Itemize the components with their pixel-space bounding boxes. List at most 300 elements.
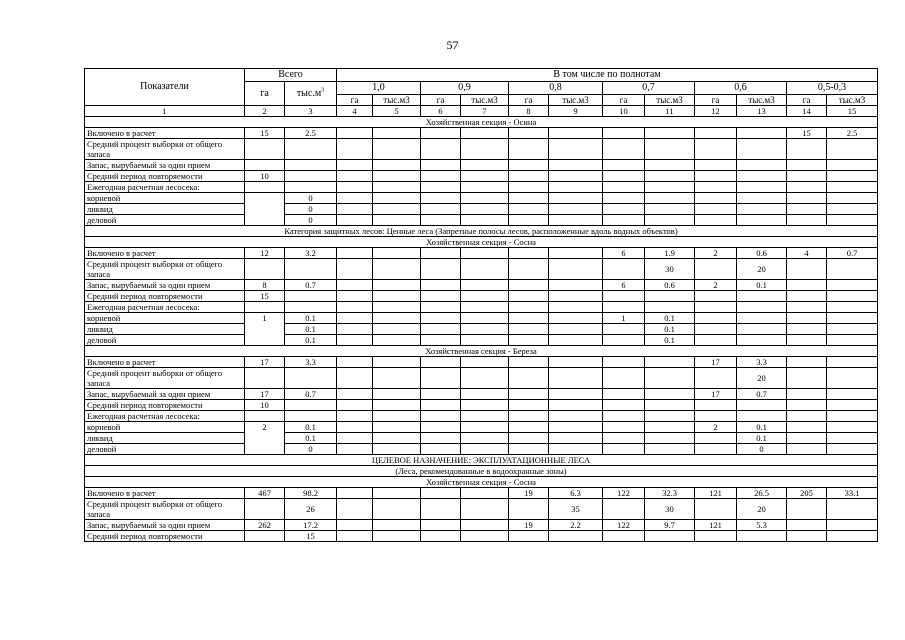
row-label: Средний период повторяемости bbox=[85, 400, 245, 411]
value-cell bbox=[337, 204, 373, 215]
value-cell bbox=[549, 400, 603, 411]
value-cell bbox=[549, 204, 603, 215]
value-cell bbox=[461, 280, 509, 291]
value-cell bbox=[603, 433, 645, 444]
value-cell bbox=[421, 324, 461, 335]
value-cell bbox=[787, 499, 827, 520]
value-cell bbox=[695, 291, 737, 302]
value-cell: 0.1 bbox=[737, 433, 787, 444]
value-cell bbox=[787, 291, 827, 302]
value-cell bbox=[373, 433, 421, 444]
value-cell bbox=[337, 368, 373, 389]
value-cell bbox=[285, 139, 337, 160]
table-row bbox=[85, 368, 878, 389]
value-cell bbox=[787, 313, 827, 324]
row-label: деловой bbox=[85, 444, 245, 455]
value-cell bbox=[737, 128, 787, 139]
value-cell bbox=[337, 324, 373, 335]
value-cell bbox=[509, 139, 549, 160]
table-row bbox=[85, 488, 878, 499]
table-row bbox=[85, 259, 878, 280]
value-cell bbox=[421, 444, 461, 455]
value-cell bbox=[337, 389, 373, 400]
header-m3: тыс.м3 bbox=[645, 95, 695, 106]
value-cell bbox=[461, 139, 509, 160]
value-cell bbox=[695, 433, 737, 444]
table-row bbox=[85, 204, 878, 215]
value-cell: 26 bbox=[285, 499, 337, 520]
value-cell bbox=[603, 444, 645, 455]
value-cell: 30 bbox=[645, 259, 695, 280]
value-cell bbox=[603, 499, 645, 520]
table-row bbox=[85, 160, 878, 171]
value-cell: 0.1 bbox=[645, 335, 695, 346]
column-number: 3 bbox=[285, 106, 337, 117]
value-cell bbox=[787, 520, 827, 531]
value-cell: 20 bbox=[737, 259, 787, 280]
value-cell: 17 bbox=[695, 389, 737, 400]
row-label: деловой bbox=[85, 335, 245, 346]
value-cell bbox=[737, 335, 787, 346]
value-cell bbox=[509, 182, 549, 193]
value-cell bbox=[509, 444, 549, 455]
category-title: Категория защитных лесов: Ценные леса (Запретные полосы лесов, расположенные вдоль водных объектов) bbox=[85, 226, 878, 237]
value-cell: 98.2 bbox=[285, 488, 337, 499]
column-number: 13 bbox=[737, 106, 787, 117]
column-number: 12 bbox=[695, 106, 737, 117]
column-number: 9 bbox=[549, 106, 603, 117]
header-ha: га bbox=[787, 95, 827, 106]
value-cell bbox=[373, 368, 421, 389]
value-cell bbox=[787, 411, 827, 422]
value-cell bbox=[337, 433, 373, 444]
value-cell bbox=[549, 368, 603, 389]
value-cell bbox=[827, 411, 878, 422]
value-cell bbox=[695, 444, 737, 455]
forest-cut-table bbox=[84, 68, 878, 542]
value-cell bbox=[373, 411, 421, 422]
value-cell bbox=[421, 291, 461, 302]
table-row bbox=[85, 324, 878, 335]
value-cell bbox=[737, 139, 787, 160]
table-row bbox=[85, 302, 878, 313]
value-cell bbox=[373, 313, 421, 324]
value-cell bbox=[509, 128, 549, 139]
table-body bbox=[85, 69, 878, 542]
value-cell bbox=[737, 171, 787, 182]
value-cell bbox=[549, 259, 603, 280]
value-cell bbox=[285, 400, 337, 411]
value-cell: 17 bbox=[695, 357, 737, 368]
value-cell bbox=[421, 171, 461, 182]
header-m3: тыс.м3 bbox=[737, 95, 787, 106]
value-cell bbox=[645, 204, 695, 215]
value-cell bbox=[737, 411, 787, 422]
value-cell: 4 bbox=[787, 248, 827, 259]
value-cell bbox=[373, 291, 421, 302]
value-cell bbox=[603, 193, 645, 204]
value-cell bbox=[827, 368, 878, 389]
column-number: 2 bbox=[245, 106, 285, 117]
value-cell bbox=[509, 400, 549, 411]
value-cell bbox=[549, 411, 603, 422]
value-cell bbox=[245, 193, 285, 226]
page-number: 57 bbox=[446, 38, 459, 52]
value-cell bbox=[645, 400, 695, 411]
value-cell bbox=[549, 128, 603, 139]
value-cell bbox=[645, 182, 695, 193]
value-cell bbox=[695, 215, 737, 226]
row-label: Запас, вырубаемый за один прием bbox=[85, 389, 245, 400]
value-cell bbox=[645, 422, 695, 433]
value-cell: 15 bbox=[787, 128, 827, 139]
value-cell bbox=[461, 335, 509, 346]
value-cell bbox=[787, 422, 827, 433]
row-label: ликвид bbox=[85, 204, 245, 215]
row-label: Средний процент выборки от общего запаса bbox=[85, 368, 245, 389]
value-cell bbox=[787, 302, 827, 313]
table-row bbox=[85, 346, 878, 357]
value-cell bbox=[549, 302, 603, 313]
value-cell bbox=[603, 389, 645, 400]
value-cell bbox=[509, 313, 549, 324]
value-cell: 0.7 bbox=[285, 280, 337, 291]
header-density: 0,8 bbox=[509, 82, 603, 95]
value-cell: 19 bbox=[509, 520, 549, 531]
value-cell bbox=[549, 531, 603, 542]
value-cell bbox=[461, 488, 509, 499]
value-cell bbox=[787, 444, 827, 455]
value-cell bbox=[603, 171, 645, 182]
value-cell: 0 bbox=[285, 204, 337, 215]
value-cell bbox=[461, 499, 509, 520]
value-cell: 2.2 bbox=[549, 520, 603, 531]
value-cell bbox=[787, 389, 827, 400]
value-cell: 2 bbox=[695, 280, 737, 291]
header-m3: тыс.м3 bbox=[461, 95, 509, 106]
value-cell bbox=[421, 357, 461, 368]
value-cell: 262 bbox=[245, 520, 285, 531]
value-cell bbox=[603, 291, 645, 302]
value-cell: 1 bbox=[245, 313, 285, 346]
table-row bbox=[85, 237, 878, 248]
value-cell: 10 bbox=[245, 400, 285, 411]
value-cell bbox=[787, 400, 827, 411]
value-cell bbox=[549, 335, 603, 346]
value-cell bbox=[461, 357, 509, 368]
table-row bbox=[85, 280, 878, 291]
table-row bbox=[85, 520, 878, 531]
value-cell bbox=[461, 444, 509, 455]
value-cell bbox=[373, 280, 421, 291]
row-label: Средний процент выборки от общего запаса bbox=[85, 139, 245, 160]
row-label: Включено в расчет bbox=[85, 248, 245, 259]
value-cell bbox=[245, 139, 285, 160]
value-cell: 35 bbox=[549, 499, 603, 520]
value-cell bbox=[509, 499, 549, 520]
value-cell bbox=[373, 259, 421, 280]
value-cell bbox=[373, 128, 421, 139]
value-cell bbox=[373, 182, 421, 193]
value-cell bbox=[337, 171, 373, 182]
value-cell bbox=[509, 215, 549, 226]
value-cell bbox=[421, 389, 461, 400]
header-ha: га bbox=[603, 95, 645, 106]
header-total-m3 bbox=[285, 82, 337, 106]
value-cell bbox=[421, 488, 461, 499]
value-cell bbox=[509, 357, 549, 368]
table-row bbox=[85, 335, 878, 346]
column-number: 11 bbox=[645, 106, 695, 117]
purpose-title: ЦЕЛЕВОЕ НАЗНАЧЕНИЕ: ЭКСПЛУАТАЦИОННЫЕ ЛЕСА bbox=[85, 455, 878, 466]
value-cell: 20 bbox=[737, 499, 787, 520]
row-label: Включено в расчет bbox=[85, 128, 245, 139]
value-cell bbox=[645, 302, 695, 313]
value-cell bbox=[461, 433, 509, 444]
header-m3: тыс.м3 bbox=[827, 95, 878, 106]
value-cell: 33.1 bbox=[827, 488, 878, 499]
section-title: Хозяйственная секция - Осина bbox=[85, 117, 878, 128]
value-cell bbox=[245, 160, 285, 171]
value-cell bbox=[337, 215, 373, 226]
value-cell bbox=[373, 204, 421, 215]
value-cell bbox=[461, 248, 509, 259]
value-cell bbox=[827, 204, 878, 215]
row-label: Средний период повторяемости bbox=[85, 171, 245, 182]
value-cell bbox=[461, 313, 509, 324]
table-row bbox=[85, 171, 878, 182]
value-cell bbox=[461, 400, 509, 411]
value-cell bbox=[337, 488, 373, 499]
header-ha: га bbox=[695, 95, 737, 106]
value-cell bbox=[827, 433, 878, 444]
value-cell bbox=[373, 422, 421, 433]
value-cell: 32.3 bbox=[645, 488, 695, 499]
value-cell: 467 bbox=[245, 488, 285, 499]
value-cell: 3.3 bbox=[285, 357, 337, 368]
value-cell bbox=[509, 302, 549, 313]
value-cell bbox=[461, 259, 509, 280]
header-ha: га bbox=[421, 95, 461, 106]
value-cell bbox=[787, 531, 827, 542]
value-cell bbox=[421, 160, 461, 171]
value-cell bbox=[787, 193, 827, 204]
value-cell: 0.1 bbox=[285, 324, 337, 335]
table-row bbox=[85, 389, 878, 400]
column-number: 10 bbox=[603, 106, 645, 117]
value-cell bbox=[737, 400, 787, 411]
value-cell: 15 bbox=[245, 128, 285, 139]
table-row bbox=[85, 444, 878, 455]
value-cell bbox=[603, 422, 645, 433]
value-cell bbox=[461, 411, 509, 422]
value-cell bbox=[827, 444, 878, 455]
value-cell bbox=[827, 400, 878, 411]
value-cell bbox=[549, 433, 603, 444]
table-row bbox=[85, 400, 878, 411]
value-cell bbox=[373, 335, 421, 346]
value-cell: 15 bbox=[285, 531, 337, 542]
header-density: 0,5-0,3 bbox=[787, 82, 878, 95]
table-row bbox=[85, 477, 878, 488]
value-cell bbox=[787, 368, 827, 389]
value-cell bbox=[461, 160, 509, 171]
value-cell bbox=[373, 324, 421, 335]
value-cell bbox=[827, 302, 878, 313]
value-cell bbox=[695, 411, 737, 422]
value-cell bbox=[827, 160, 878, 171]
value-cell bbox=[509, 280, 549, 291]
column-number: 8 bbox=[509, 106, 549, 117]
value-cell bbox=[245, 499, 285, 520]
value-cell: 0 bbox=[285, 444, 337, 455]
section-title: Хозяйственная секция - Сосна bbox=[85, 477, 878, 488]
value-cell bbox=[461, 204, 509, 215]
value-cell bbox=[245, 411, 285, 422]
header-density: 0,6 bbox=[695, 82, 787, 95]
value-cell bbox=[461, 302, 509, 313]
value-cell bbox=[549, 182, 603, 193]
value-cell: 122 bbox=[603, 520, 645, 531]
value-cell bbox=[421, 204, 461, 215]
value-cell bbox=[421, 368, 461, 389]
value-cell bbox=[421, 280, 461, 291]
value-cell bbox=[549, 313, 603, 324]
value-cell: 0.1 bbox=[285, 433, 337, 444]
value-cell bbox=[421, 215, 461, 226]
value-cell bbox=[695, 171, 737, 182]
value-cell bbox=[337, 280, 373, 291]
value-cell: 0.7 bbox=[827, 248, 878, 259]
value-cell bbox=[827, 389, 878, 400]
row-label: Средний процент выборки от общего запаса bbox=[85, 259, 245, 280]
value-cell bbox=[645, 291, 695, 302]
table-row bbox=[85, 193, 878, 204]
value-cell: 0 bbox=[285, 193, 337, 204]
value-cell bbox=[285, 182, 337, 193]
value-cell: 0.7 bbox=[285, 389, 337, 400]
value-cell bbox=[421, 433, 461, 444]
value-cell: 0.1 bbox=[737, 280, 787, 291]
value-cell bbox=[603, 259, 645, 280]
value-cell bbox=[461, 193, 509, 204]
value-cell: 6 bbox=[603, 280, 645, 291]
column-number: 7 bbox=[461, 106, 509, 117]
table-row bbox=[85, 313, 878, 324]
value-cell bbox=[787, 280, 827, 291]
row-label: Запас, вырубаемый за один прием bbox=[85, 520, 245, 531]
value-cell bbox=[549, 444, 603, 455]
value-cell bbox=[509, 160, 549, 171]
column-number: 4 bbox=[337, 106, 373, 117]
value-cell bbox=[509, 324, 549, 335]
value-cell bbox=[787, 160, 827, 171]
value-cell: 2 bbox=[695, 422, 737, 433]
value-cell bbox=[827, 324, 878, 335]
value-cell bbox=[373, 488, 421, 499]
value-cell bbox=[549, 215, 603, 226]
value-cell bbox=[373, 248, 421, 259]
value-cell bbox=[245, 182, 285, 193]
value-cell bbox=[787, 433, 827, 444]
value-cell bbox=[549, 139, 603, 160]
value-cell: 2.5 bbox=[285, 128, 337, 139]
value-cell bbox=[645, 389, 695, 400]
value-cell bbox=[787, 335, 827, 346]
value-cell: 3.2 bbox=[285, 248, 337, 259]
value-cell: 0.1 bbox=[285, 313, 337, 324]
value-cell bbox=[827, 499, 878, 520]
value-cell bbox=[373, 215, 421, 226]
value-cell bbox=[645, 433, 695, 444]
value-cell bbox=[549, 422, 603, 433]
column-number: 5 bbox=[373, 106, 421, 117]
value-cell bbox=[549, 357, 603, 368]
value-cell bbox=[337, 248, 373, 259]
value-cell bbox=[827, 139, 878, 160]
value-cell bbox=[827, 422, 878, 433]
value-cell bbox=[695, 400, 737, 411]
value-cell bbox=[827, 215, 878, 226]
value-cell: 1 bbox=[603, 313, 645, 324]
value-cell: 0.1 bbox=[285, 422, 337, 433]
row-label: Запас, вырубаемый за один прием bbox=[85, 160, 245, 171]
value-cell bbox=[603, 182, 645, 193]
value-cell bbox=[373, 531, 421, 542]
value-cell bbox=[509, 335, 549, 346]
value-cell: 122 bbox=[603, 488, 645, 499]
value-cell bbox=[337, 499, 373, 520]
value-cell bbox=[787, 215, 827, 226]
row-label: Средний период повторяемости bbox=[85, 531, 245, 542]
value-cell bbox=[373, 400, 421, 411]
value-cell bbox=[337, 444, 373, 455]
value-cell bbox=[461, 389, 509, 400]
value-cell bbox=[461, 520, 509, 531]
value-cell bbox=[603, 357, 645, 368]
table-row bbox=[85, 128, 878, 139]
value-cell bbox=[645, 128, 695, 139]
column-number: 1 bbox=[85, 106, 245, 117]
value-cell bbox=[737, 215, 787, 226]
value-cell bbox=[373, 139, 421, 160]
value-cell bbox=[787, 182, 827, 193]
value-cell bbox=[695, 531, 737, 542]
value-cell bbox=[695, 160, 737, 171]
table-row bbox=[85, 357, 878, 368]
value-cell bbox=[827, 193, 878, 204]
value-cell bbox=[421, 335, 461, 346]
value-cell bbox=[549, 389, 603, 400]
value-cell bbox=[827, 357, 878, 368]
value-cell: 0.6 bbox=[737, 248, 787, 259]
value-cell: 0.7 bbox=[737, 389, 787, 400]
value-cell bbox=[373, 357, 421, 368]
value-cell bbox=[603, 531, 645, 542]
value-cell: 17.2 bbox=[285, 520, 337, 531]
value-cell bbox=[285, 411, 337, 422]
value-cell bbox=[645, 139, 695, 160]
value-cell bbox=[373, 193, 421, 204]
value-cell bbox=[373, 499, 421, 520]
value-cell bbox=[645, 357, 695, 368]
value-cell bbox=[337, 335, 373, 346]
value-cell bbox=[421, 193, 461, 204]
value-cell: 17 bbox=[245, 357, 285, 368]
table-row bbox=[85, 106, 878, 117]
value-cell: 205 bbox=[787, 488, 827, 499]
value-cell bbox=[337, 411, 373, 422]
